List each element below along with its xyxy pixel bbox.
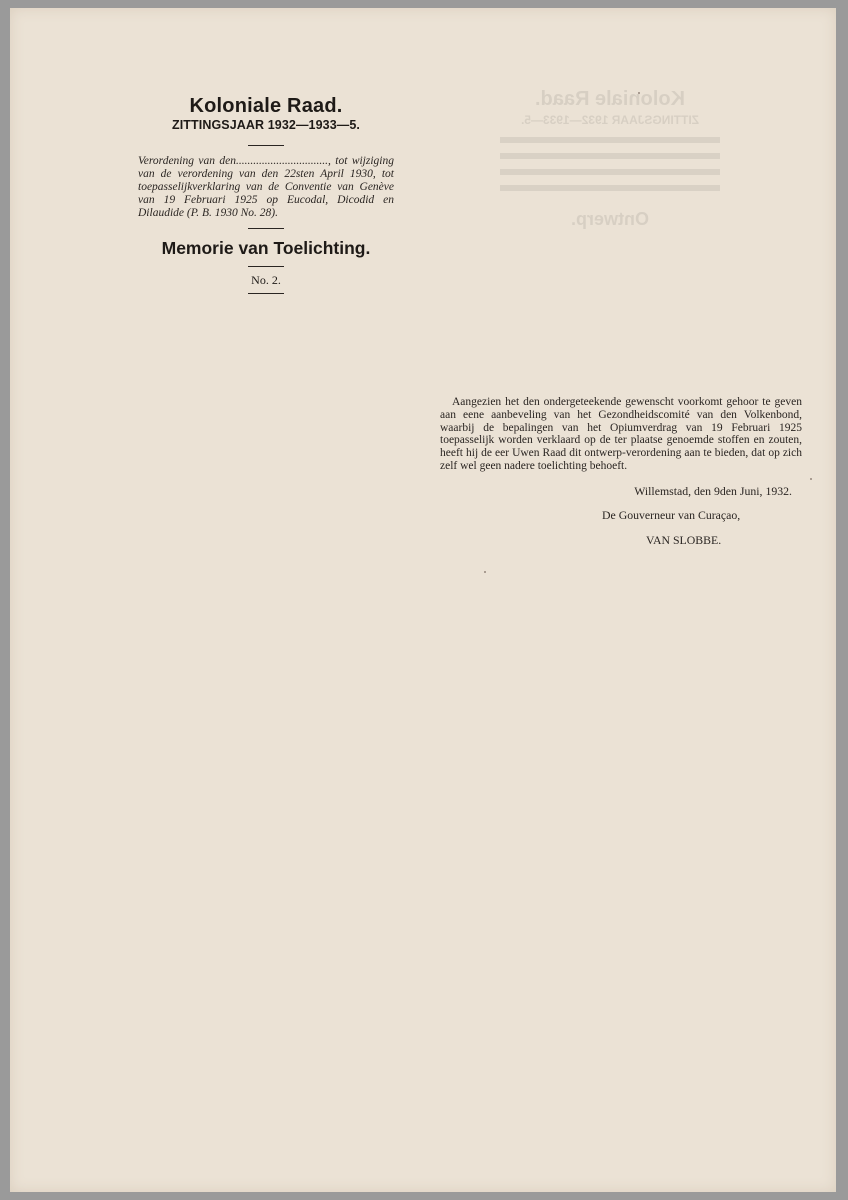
paper-speck [484, 571, 486, 573]
signatory-title: De Gouverneur van Curaçao, [602, 507, 741, 522]
divider [248, 293, 284, 294]
session-year: ZITTINGSJAAR 1932—1933—5. [172, 118, 360, 132]
signatory-name: VAN SLOBBE. [646, 532, 722, 547]
memorandum-body [440, 396, 802, 547]
body-paragraph: Aangezien het den ondergeteekende gewenscht voorkomt gehoor te geven aan eene aanbeveling van het Gezondheidscomité van den Volkenbond, waarbij de bepalingen van het Opiumverdrag van 19 Februari 1925 toepasselijk worden verklaard op de ter plaatse genoemde stoffen en zouten, heeft hij de eer Uwen Raad dit ontwerp-verordening aan te bieden, dat op zich zelf wel geen nadere toelichting behoeft. [440, 396, 802, 472]
divider [248, 266, 284, 267]
paper-speck [638, 92, 640, 94]
ordinance-description: Verordening van den................................, tot wijziging van de verordening van den 22sten April 1930, tot toepasselijkverklaring van de Conventie van Genève van 19 Februari 1925 op Eucodal, Dicodid en Dilaudide (P. B. 1930 No. 28). [138, 155, 394, 219]
document-page [10, 8, 836, 1192]
divider [248, 228, 284, 229]
show-through-text: Koloniale Raad. ZITTINGSJAAR 1932—1933—5. Ontwerp. [480, 88, 740, 328]
document-header [138, 90, 394, 294]
paper-speck [810, 478, 812, 480]
divider [248, 145, 284, 146]
document-type: Memorie van Toelichting. [161, 238, 371, 258]
place-date: Willemstad, den 9den Juni, 1932. [634, 483, 792, 498]
council-name: Koloniale Raad. [189, 95, 343, 117]
document-number: No. 2. [251, 273, 281, 287]
